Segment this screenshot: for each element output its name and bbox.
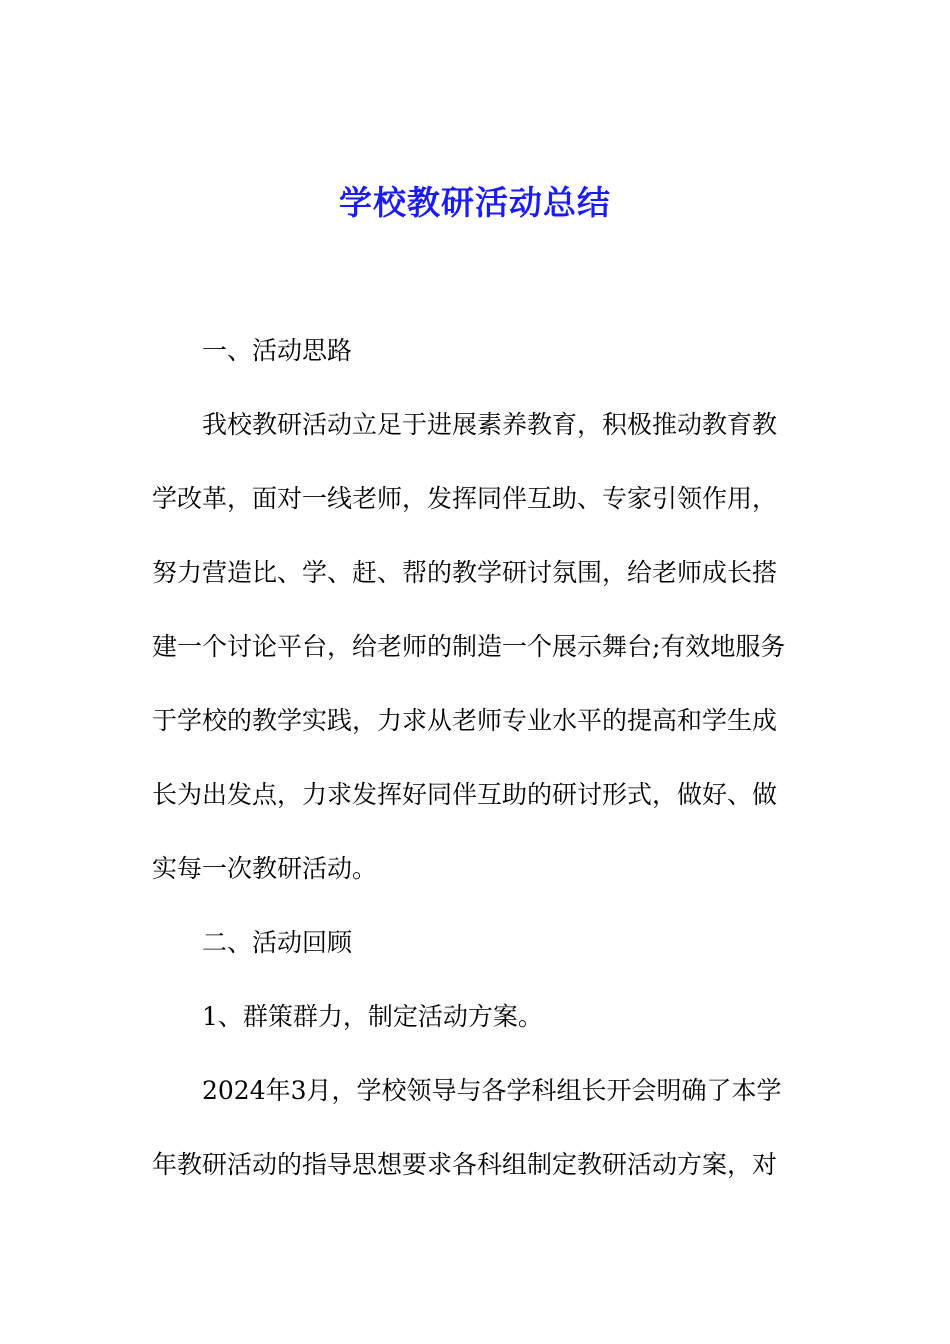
paragraph-line: 建一个讨论平台，给老师的制造一个展示舞台;有效地服务 — [152, 632, 786, 661]
section-heading-activity-review: 二、活动回顾 — [202, 928, 353, 957]
document-title: 学校教研活动总结 — [339, 183, 611, 222]
paragraph-line: 于学校的教学实践，力求从老师专业水平的提高和学生成 — [152, 706, 778, 735]
paragraph-line: 我校教研活动立足于进展素养教育，积极推动教育教 — [202, 410, 778, 439]
paragraph-line: 学改革，面对一线老师，发挥同伴互助、专家引领作用， — [152, 484, 778, 513]
section-heading-activity-ideas: 一、活动思路 — [202, 336, 353, 365]
paragraph-line: 2024年3月，学校领导与各学科组长开会明确了本学 — [202, 1076, 782, 1105]
paragraph-line: 努力营造比、学、赶、帮的教学研讨氛围，给老师成长搭 — [152, 558, 778, 587]
paragraph-line: 实每一次教研活动。 — [152, 854, 378, 883]
paragraph-line: 年教研活动的指导思想要求各科组制定教研活动方案，对 — [152, 1150, 778, 1179]
document-body — [152, 328, 802, 1216]
subsection-heading-plan: 1、群策群力，制定活动方案。 — [202, 1002, 543, 1031]
paragraph-line: 长为出发点，力求发挥好同伴互助的研讨形式，做好、做 — [152, 780, 778, 809]
